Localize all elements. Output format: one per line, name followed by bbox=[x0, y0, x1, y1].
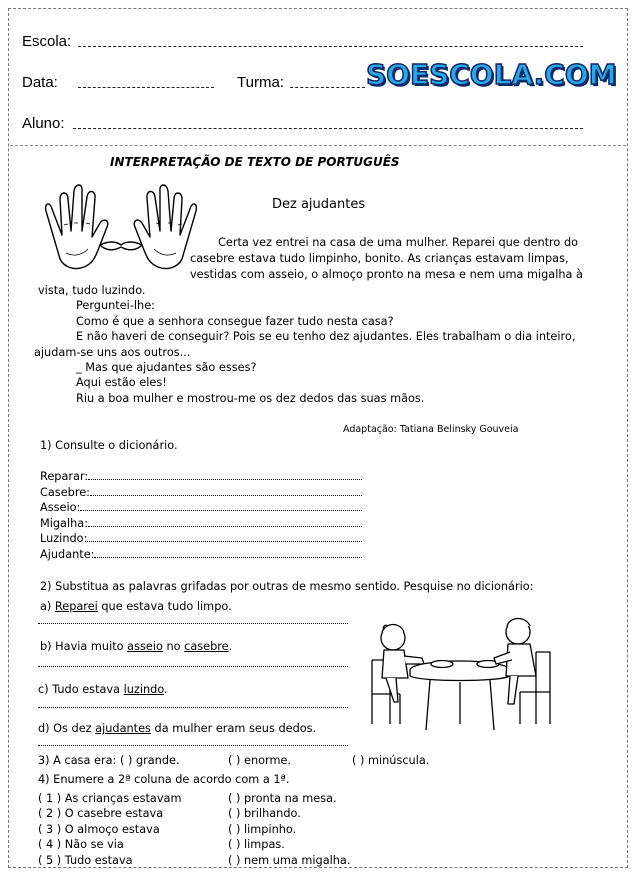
hands-illustration bbox=[38, 183, 204, 278]
vocab-answer-line[interactable] bbox=[94, 549, 362, 558]
vocab-word: Migalha: bbox=[40, 516, 89, 530]
class-label: Turma: bbox=[237, 74, 284, 91]
q2-prompt: 2) Substitua as palavras grifadas por outras de mesmo sentido. Pesquise no dicionário: bbox=[40, 580, 534, 593]
vocab-word: Luzindo: bbox=[40, 532, 88, 546]
q3-prompt: 3) A casa era: ( ) grande. bbox=[38, 754, 180, 767]
story-heading: Dez ajudantes bbox=[272, 197, 366, 212]
underlined-word: luzindo bbox=[123, 683, 165, 696]
story-line: Aqui estão eles! bbox=[76, 376, 167, 389]
q2-item-a: a) Reparei que estava tudo limpo. bbox=[40, 600, 232, 613]
vocab-row bbox=[40, 486, 362, 499]
underlined-word: ajudantes bbox=[95, 722, 151, 735]
student-field[interactable] bbox=[73, 128, 583, 129]
q4-left-item: ( 2 ) O casebre estava bbox=[38, 807, 164, 821]
vocab-answer-line[interactable] bbox=[90, 487, 362, 496]
class-field[interactable] bbox=[290, 87, 365, 88]
children-table-illustration bbox=[360, 612, 555, 737]
q4-prompt: 4) Enumere a 2ª coluna de acordo com a 1ª. bbox=[38, 773, 290, 786]
q2-item-c: c) Tudo estava luzindo. bbox=[38, 683, 168, 696]
vocab-answer-line[interactable] bbox=[80, 502, 362, 511]
q2-item-d: d) Os dez ajudantes da mulher eram seus dedos. bbox=[38, 722, 317, 735]
q4-right-item[interactable]: ( ) limpas. bbox=[228, 838, 285, 852]
story-line: vista, tudo luzindo. bbox=[38, 284, 146, 297]
underlined-word: Reparei bbox=[54, 600, 98, 613]
answer-line-a[interactable] bbox=[38, 623, 348, 624]
header-divider bbox=[10, 145, 626, 146]
q4-left-item: ( 1 ) As crianças estavam bbox=[38, 792, 182, 805]
story-line: Riu a boa mulher e mostrou-me os dez dedos das suas mãos. bbox=[76, 392, 425, 405]
vocab-word: Ajudante: bbox=[40, 548, 95, 561]
answer-line-c[interactable] bbox=[38, 707, 348, 708]
soescola-logo: SOESCOLA.COM bbox=[366, 58, 617, 91]
story-line: Perguntei-lhe: bbox=[76, 299, 155, 312]
underlined-word: casebre bbox=[184, 640, 229, 653]
answer-line-b[interactable] bbox=[38, 666, 348, 667]
school-field[interactable] bbox=[78, 46, 583, 47]
vocab-row bbox=[40, 501, 362, 514]
vocab-word: Reparar: bbox=[40, 470, 89, 483]
story-line: Como é que a senhora consegue fazer tudo nesta casa? bbox=[76, 315, 394, 328]
q4-right-item[interactable]: ( ) nem uma migalha. bbox=[228, 853, 351, 867]
q4-right-item[interactable]: ( ) limpinho. bbox=[228, 822, 297, 836]
story-line: casebre estava tudo limpinho, bonito. As crianças estavam limpas, bbox=[190, 252, 569, 265]
story-line: E não haveri de conseguir? Pois se eu tenho dez ajudantes. Eles trabalham o dia inteiro, bbox=[76, 330, 576, 343]
vocab-row bbox=[40, 532, 362, 545]
vocab-answer-line[interactable] bbox=[88, 471, 362, 480]
q4-left-item: ( 4 ) Não se via bbox=[38, 838, 124, 852]
q4-left-item: ( 5 ) Tudo estava bbox=[38, 853, 133, 867]
q4-right-item[interactable]: ( ) pronta na mesa. bbox=[228, 792, 337, 805]
worksheet-title: INTERPRETAÇÃO DE TEXTO DE PORTUGUÊS bbox=[110, 155, 400, 169]
story-line: ajudam-se uns aos outros... bbox=[34, 346, 191, 359]
q4-right-item[interactable]: ( ) brilhando. bbox=[228, 807, 301, 821]
vocab-word: Casebre: bbox=[40, 485, 90, 499]
story-line: Certa vez entrei na casa de uma mulher. Reparei que dentro do bbox=[218, 236, 579, 249]
date-field[interactable] bbox=[78, 87, 214, 88]
vocab-row bbox=[40, 470, 362, 483]
vocab-row bbox=[40, 548, 362, 561]
q1-prompt: 1) Consulte o dicionário. bbox=[40, 439, 178, 452]
q3-option-minuscula[interactable]: ( ) minúscula. bbox=[352, 754, 430, 767]
story-line: vestidas com asseio, o almoço pronto na mesa e nem uma migalha à bbox=[190, 268, 583, 281]
answer-line-d[interactable] bbox=[38, 745, 348, 746]
student-label: Aluno: bbox=[22, 115, 65, 132]
vocab-answer-line[interactable] bbox=[87, 533, 362, 542]
vocab-row bbox=[40, 517, 362, 530]
q2-item-b: b) Havia muito asseio no casebre. bbox=[40, 640, 233, 653]
vocab-word: Asseio: bbox=[40, 501, 81, 515]
school-label: Escola: bbox=[22, 33, 72, 50]
date-label: Data: bbox=[22, 74, 58, 91]
q4-left-item: ( 3 ) O almoço estava bbox=[38, 822, 160, 836]
page-border bbox=[8, 8, 628, 868]
vocab-answer-line[interactable] bbox=[88, 518, 362, 527]
story-credit: Adaptação: Tatiana Belinsky Gouveia bbox=[343, 424, 519, 435]
q3-option-enorme[interactable]: ( ) enorme. bbox=[228, 754, 292, 767]
story-line: _ Mas que ajudantes são esses? bbox=[76, 361, 257, 374]
underlined-word: asseio bbox=[127, 640, 163, 653]
